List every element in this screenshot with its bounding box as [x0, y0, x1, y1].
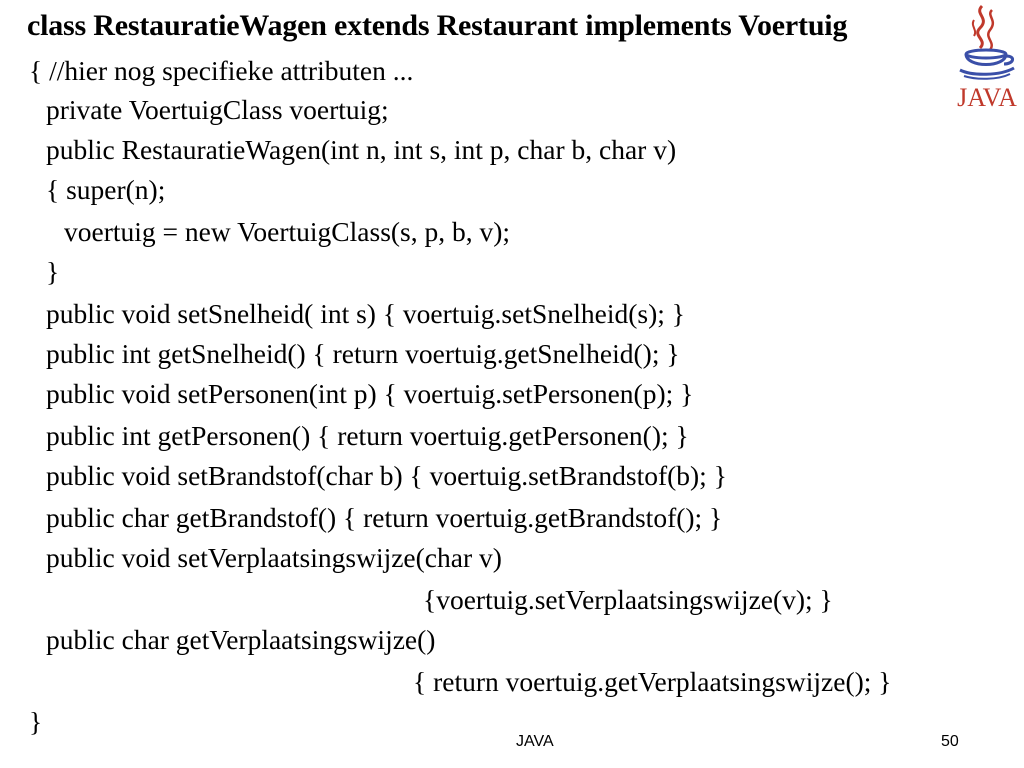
- java-coffee-cup-icon: [952, 2, 1022, 112]
- code-line: public void setVerplaatsingswijze(char v): [46, 542, 502, 573]
- code-line: voertuig = new VoertuigClass(s, p, b, v);: [64, 216, 511, 247]
- code-line: { super(n);: [46, 174, 166, 205]
- code-line: public void setSnelheid( int s) { voertuig.setSnelheid(s); }: [46, 298, 685, 329]
- code-line: public int getSnelheid() { return voertuig.getSnelheid(); }: [46, 338, 680, 369]
- page-number: 50: [941, 733, 959, 750]
- code-line: {voertuig.setVerplaatsingswijze(v); }: [423, 584, 833, 615]
- code-line: public void setBrandstof(char b) { voertuig.setBrandstof(b); }: [46, 460, 727, 491]
- code-line: private VoertuigClass voertuig;: [46, 94, 389, 125]
- code-line: public char getBrandstof() { return voertuig.getBrandstof(); }: [46, 502, 723, 533]
- code-line: public char getVerplaatsingswijze(): [46, 624, 436, 655]
- java-logo-text: JAVA: [957, 83, 1017, 112]
- code-line: }: [46, 256, 60, 287]
- code-line: public RestauratieWagen(int n, int s, int p, char b, char v): [46, 134, 677, 165]
- code-line: public void setPersonen(int p) { voertuig.setPersonen(p); }: [46, 378, 694, 409]
- footer-label: JAVA: [516, 733, 554, 750]
- code-line: public int getPersonen() { return voertuig.getPersonen(); }: [46, 420, 689, 451]
- code-line: }: [29, 706, 43, 737]
- slide-title: class RestauratieWagen extends Restaurant implements Voertuig: [27, 9, 848, 42]
- code-line: { //hier nog specifieke attributen ...: [29, 55, 414, 86]
- code-line: { return voertuig.getVerplaatsingswijze(); }: [413, 666, 892, 697]
